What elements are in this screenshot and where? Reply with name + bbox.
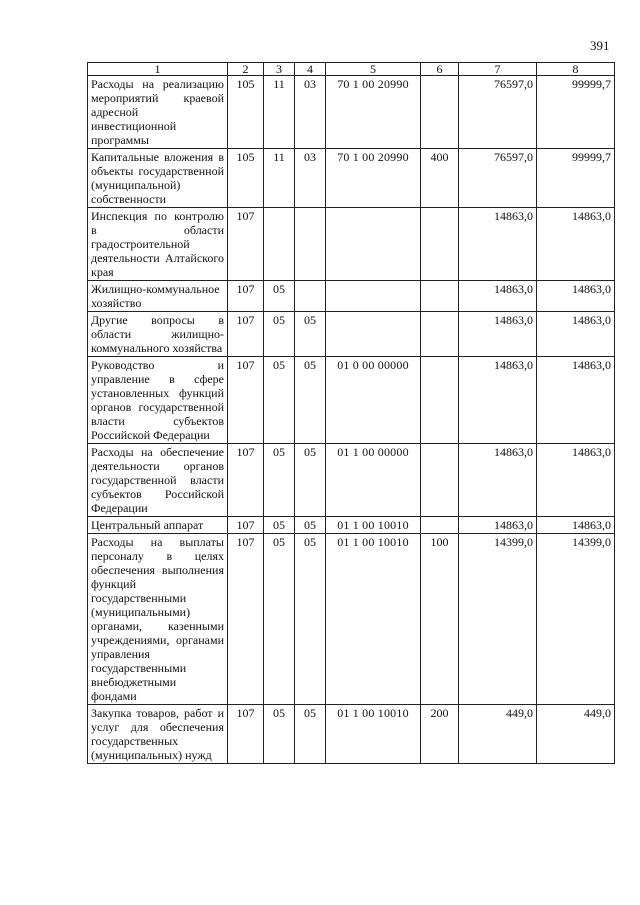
target-article-cell: 01 1 00 10010: [326, 517, 421, 534]
subsection-code-cell: 05: [295, 312, 326, 357]
target-article-cell: 70 1 00 20990: [326, 149, 421, 208]
amount-cell: 14863,0: [459, 281, 537, 312]
expense-type-cell: 400: [421, 149, 459, 208]
amount-cell: 14863,0: [459, 357, 537, 444]
amount-cell: 14863,0: [537, 517, 615, 534]
table-row: [88, 444, 615, 517]
amount-cell: 14863,0: [537, 444, 615, 517]
amount-cell: 14863,0: [537, 208, 615, 281]
expense-name-cell: Капитальные вложения в объекты государственной (муниципальной) собственности: [88, 149, 228, 208]
target-article-cell: 70 1 00 20990: [326, 76, 421, 149]
expense-name-cell: Расходы на обеспечение деятельности органов государственной власти субъектов Российской Федерации: [88, 444, 228, 517]
column-header: 8: [537, 63, 615, 76]
ministry-code-cell: 105: [228, 76, 264, 149]
expense-name-cell: Центральный аппарат: [88, 517, 228, 534]
subsection-code-cell: 05: [295, 357, 326, 444]
ministry-code-cell: 107: [228, 534, 264, 705]
column-header: 4: [295, 63, 326, 76]
ministry-code-cell: 107: [228, 281, 264, 312]
expense-type-cell: 200: [421, 705, 459, 764]
ministry-code-cell: 105: [228, 149, 264, 208]
expense-name-cell: Другие вопросы в области жилищно-коммунального хозяйства: [88, 312, 228, 357]
subsection-code-cell: [295, 281, 326, 312]
expense-name-cell: Расходы на выплаты персоналу в целях обеспечения выполнения функций государственными (муниципальными) органами, казенными учреждениями, органами управления государственными внебюджетными фондами: [88, 534, 228, 705]
ministry-code-cell: 107: [228, 705, 264, 764]
expense-name-cell: Жилищно-коммунальное хозяйство: [88, 281, 228, 312]
target-article-cell: [326, 208, 421, 281]
expense-type-cell: 100: [421, 534, 459, 705]
section-code-cell: 05: [264, 281, 295, 312]
section-code-cell: 05: [264, 312, 295, 357]
ministry-code-cell: 107: [228, 312, 264, 357]
expense-name-cell: Расходы на реализацию мероприятий краевой адресной инвестиционной программы: [88, 76, 228, 149]
amount-cell: 76597,0: [459, 76, 537, 149]
expense-name-cell: Закупка товаров, работ и услуг для обеспечения государственных (муниципальных) нужд: [88, 705, 228, 764]
ministry-code-cell: 107: [228, 517, 264, 534]
ministry-code-cell: 107: [228, 357, 264, 444]
expense-type-cell: [421, 312, 459, 357]
section-code-cell: 05: [264, 444, 295, 517]
target-article-cell: [326, 312, 421, 357]
expense-type-cell: [421, 76, 459, 149]
target-article-cell: 01 1 00 10010: [326, 705, 421, 764]
amount-cell: 99999,7: [537, 149, 615, 208]
amount-cell: 449,0: [537, 705, 615, 764]
target-article-cell: 01 1 00 00000: [326, 444, 421, 517]
section-code-cell: 05: [264, 534, 295, 705]
table-row: [88, 312, 615, 357]
amount-cell: 14863,0: [537, 281, 615, 312]
table-row: [88, 705, 615, 764]
expense-type-cell: [421, 281, 459, 312]
table-row: [88, 149, 615, 208]
amount-cell: 14863,0: [537, 312, 615, 357]
amount-cell: 14863,0: [459, 208, 537, 281]
expense-type-cell: [421, 444, 459, 517]
expense-type-cell: [421, 357, 459, 444]
subsection-code-cell: 03: [295, 76, 326, 149]
table-row: [88, 534, 615, 705]
section-code-cell: 11: [264, 76, 295, 149]
amount-cell: 449,0: [459, 705, 537, 764]
target-article-cell: 01 1 00 10010: [326, 534, 421, 705]
table-row: [88, 281, 615, 312]
target-article-cell: 01 0 00 00000: [326, 357, 421, 444]
expense-type-cell: [421, 517, 459, 534]
table-row: [88, 208, 615, 281]
column-header: 1: [88, 63, 228, 76]
expense-name-cell: Инспекция по контролю в области градостроительной деятельности Алтайского края: [88, 208, 228, 281]
table-row: [88, 357, 615, 444]
amount-cell: 14863,0: [537, 357, 615, 444]
column-header: 5: [326, 63, 421, 76]
column-header: 3: [264, 63, 295, 76]
column-number-header: [88, 63, 615, 76]
amount-cell: 14863,0: [459, 517, 537, 534]
table-row: [88, 76, 615, 149]
section-code-cell: 05: [264, 705, 295, 764]
section-code-cell: 05: [264, 517, 295, 534]
table-row: [88, 517, 615, 534]
column-header: 2: [228, 63, 264, 76]
amount-cell: 14863,0: [459, 312, 537, 357]
column-header: 6: [421, 63, 459, 76]
budget-table: [87, 62, 615, 764]
section-code-cell: [264, 208, 295, 281]
section-code-cell: 11: [264, 149, 295, 208]
expense-type-cell: [421, 208, 459, 281]
amount-cell: 14399,0: [459, 534, 537, 705]
expense-name-cell: Руководство и управление в сфере установленных функций органов государственной власти субъектов Российской Федерации: [88, 357, 228, 444]
ministry-code-cell: 107: [228, 444, 264, 517]
subsection-code-cell: 05: [295, 517, 326, 534]
section-code-cell: 05: [264, 357, 295, 444]
amount-cell: 76597,0: [459, 149, 537, 208]
amount-cell: 99999,7: [537, 76, 615, 149]
page-number: 391: [590, 38, 610, 53]
column-header: 7: [459, 63, 537, 76]
subsection-code-cell: 05: [295, 705, 326, 764]
subsection-code-cell: 05: [295, 534, 326, 705]
subsection-code-cell: 05: [295, 444, 326, 517]
subsection-code-cell: [295, 208, 326, 281]
amount-cell: 14863,0: [459, 444, 537, 517]
ministry-code-cell: 107: [228, 208, 264, 281]
target-article-cell: [326, 281, 421, 312]
amount-cell: 14399,0: [537, 534, 615, 705]
subsection-code-cell: 03: [295, 149, 326, 208]
